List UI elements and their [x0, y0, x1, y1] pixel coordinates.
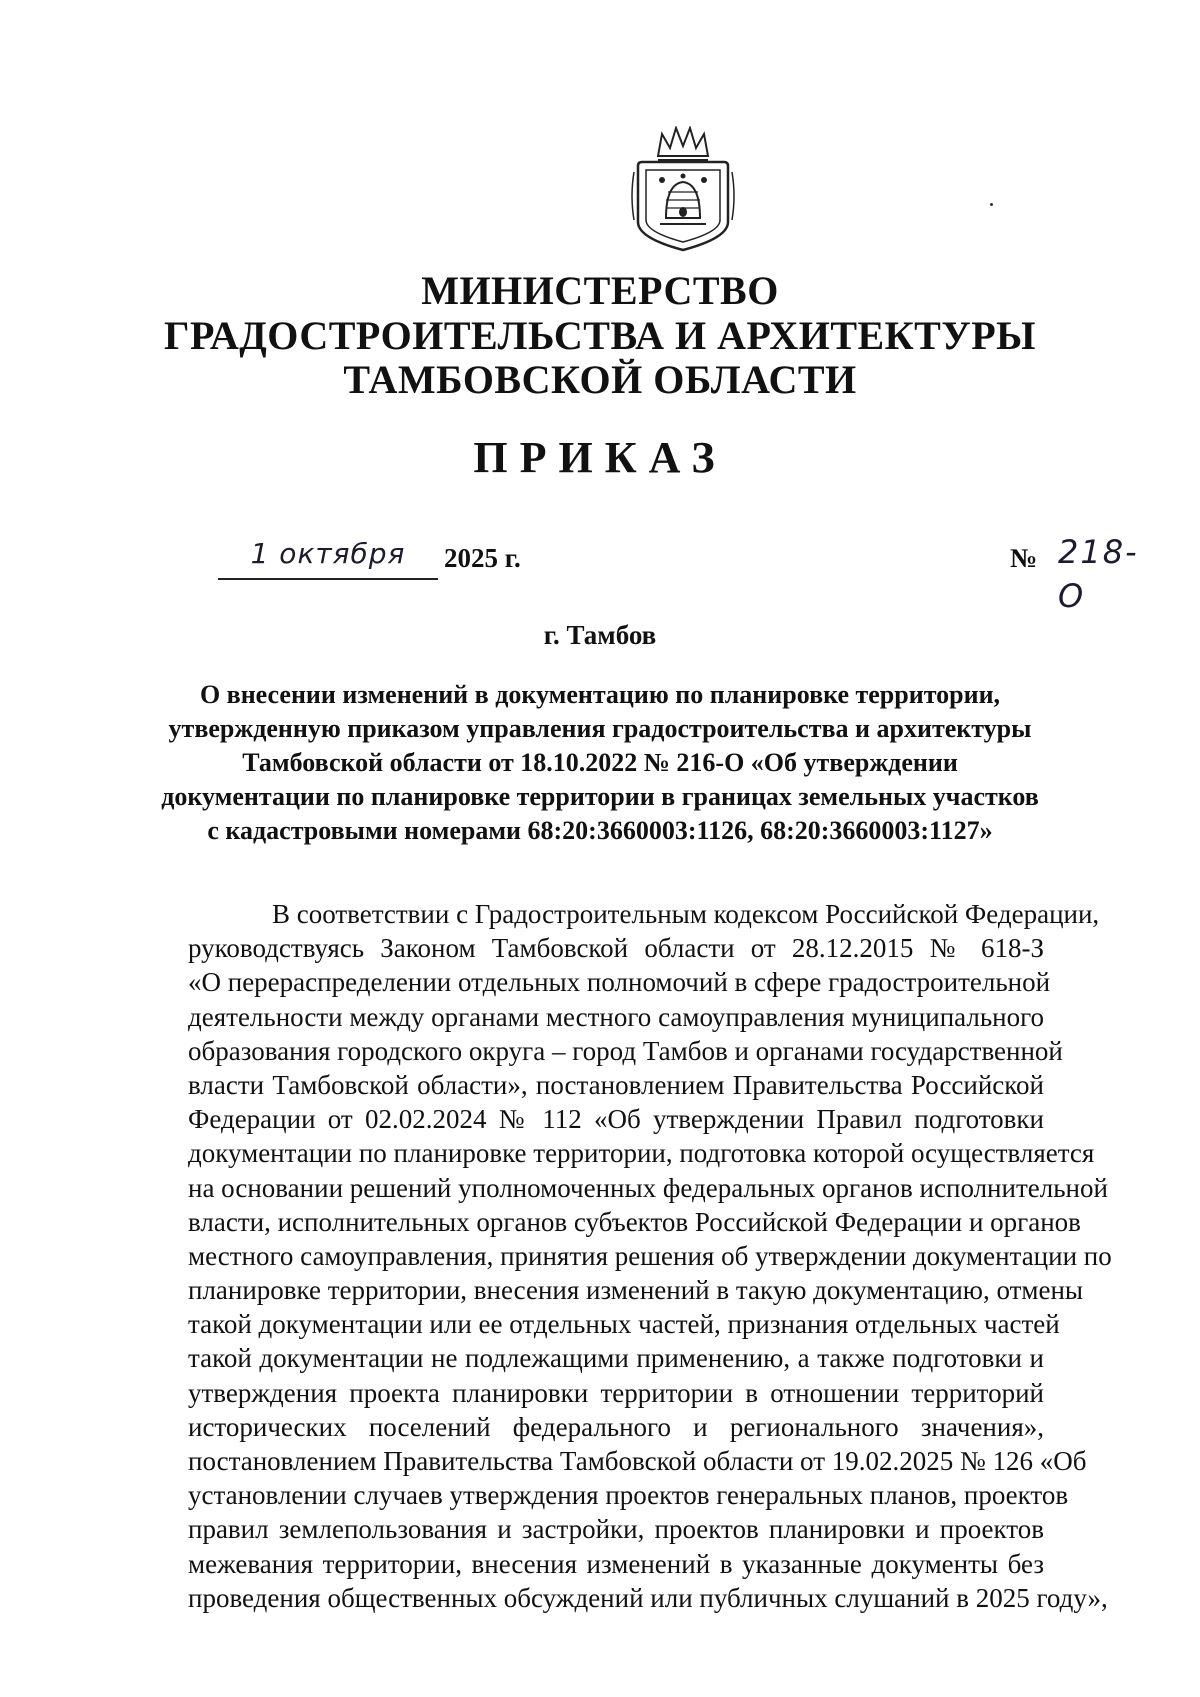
body-line: власти Тамбовской области», постановлением Правительства Российской	[188, 1069, 1044, 1100]
body-line: такой документации или ее отдельных частей, признания отдельных частей	[188, 1309, 1060, 1340]
coat-of-arms-icon	[628, 126, 738, 254]
body-line: местного самоуправления, принятия решения об утверждении документации по	[188, 1240, 1112, 1271]
body-line: такой документации не подлежащими применению, а также подготовки и	[188, 1343, 1044, 1374]
body-line: проведения общественных обсуждений или публичных слушаний в 2025 году»,	[188, 1582, 1108, 1613]
subject-line: Тамбовской области от 18.10.2022 № 216-О «Об утверждении	[242, 748, 958, 777]
body-line: документации по планировке территории, подготовка которой осуществляется	[188, 1138, 1095, 1169]
ministry-title-line-2: ГРАДОСТРОИТЕЛЬСТВА И АРХИТЕКТУРЫ	[164, 313, 1036, 358]
body-line: установлении случаев утверждения проектов генеральных планов, проектов	[188, 1480, 1069, 1511]
body-line: планировке территории, внесения изменений в такую документацию, отмены	[188, 1275, 1084, 1306]
body-line: исторических поселений федерального и регионального значения»,	[188, 1411, 1044, 1442]
body-line: постановлением Правительства Тамбовской области от 19.02.2025 № 126 «Об	[188, 1446, 1087, 1476]
subject-line: с кадастровыми номерами 68:20:3660003:1126, 68:20:3660003:1127»	[207, 816, 993, 845]
body-line: В соответствии с Градостроительным кодексом Российской Федерации,	[272, 899, 1100, 929]
ministry-title-line-1: МИНИСТЕРСТВО	[421, 268, 779, 313]
number-sign: №	[1010, 543, 1038, 573]
scan-artifact	[990, 203, 993, 206]
order-body	[188, 897, 1112, 1615]
handwritten-date: 1 октября	[218, 534, 438, 580]
body-line: межевания территории, внесения изменений в указанные документы без	[188, 1548, 1044, 1579]
body-line: «О перераспределении отдельных полномочий в сфере градостроительной	[188, 967, 1051, 998]
subject-line: О внесении изменений в документацию по планировке территории,	[199, 680, 1001, 709]
body-line: власти, исполнительных органов субъектов Российской Федерации и органов	[188, 1206, 1081, 1237]
subject-line: утвержденную приказом управления градостроительства и архитектуры	[168, 714, 1032, 743]
date-year: 2025 г.	[444, 543, 521, 573]
document-type: ПРИКАЗ	[473, 433, 727, 482]
body-line: Федерации от 02.02.2024 № 112 «Об утверждении Правил подготовки	[188, 1104, 1044, 1135]
body-line: деятельности между органами местного самоуправления муниципального	[188, 1001, 1044, 1032]
body-line: руководствуясь Законом Тамбовской области от 28.12.2015 № 618-З	[188, 933, 1044, 964]
order-subject	[150, 678, 1050, 848]
body-line: правил землепользования и застройки, проектов планировки и проектов	[188, 1514, 1044, 1545]
ministry-title-line-3: ТАМБОВСКОЙ ОБЛАСТИ	[343, 357, 857, 402]
subject-line: документации по планировке территории в границах земельных участков	[161, 782, 1039, 811]
body-line: на основании решений уполномоченных федеральных органов исполнительной	[188, 1172, 1108, 1203]
body-line: утверждения проекта планировки территории в отношении территорий	[188, 1377, 1044, 1408]
date-number-row	[218, 533, 1139, 615]
handwritten-order-number: 218-О	[1058, 533, 1139, 615]
body-line: образования городского округа – город Тамбов и органами государственной	[188, 1035, 1063, 1066]
city: г. Тамбов	[543, 620, 657, 650]
